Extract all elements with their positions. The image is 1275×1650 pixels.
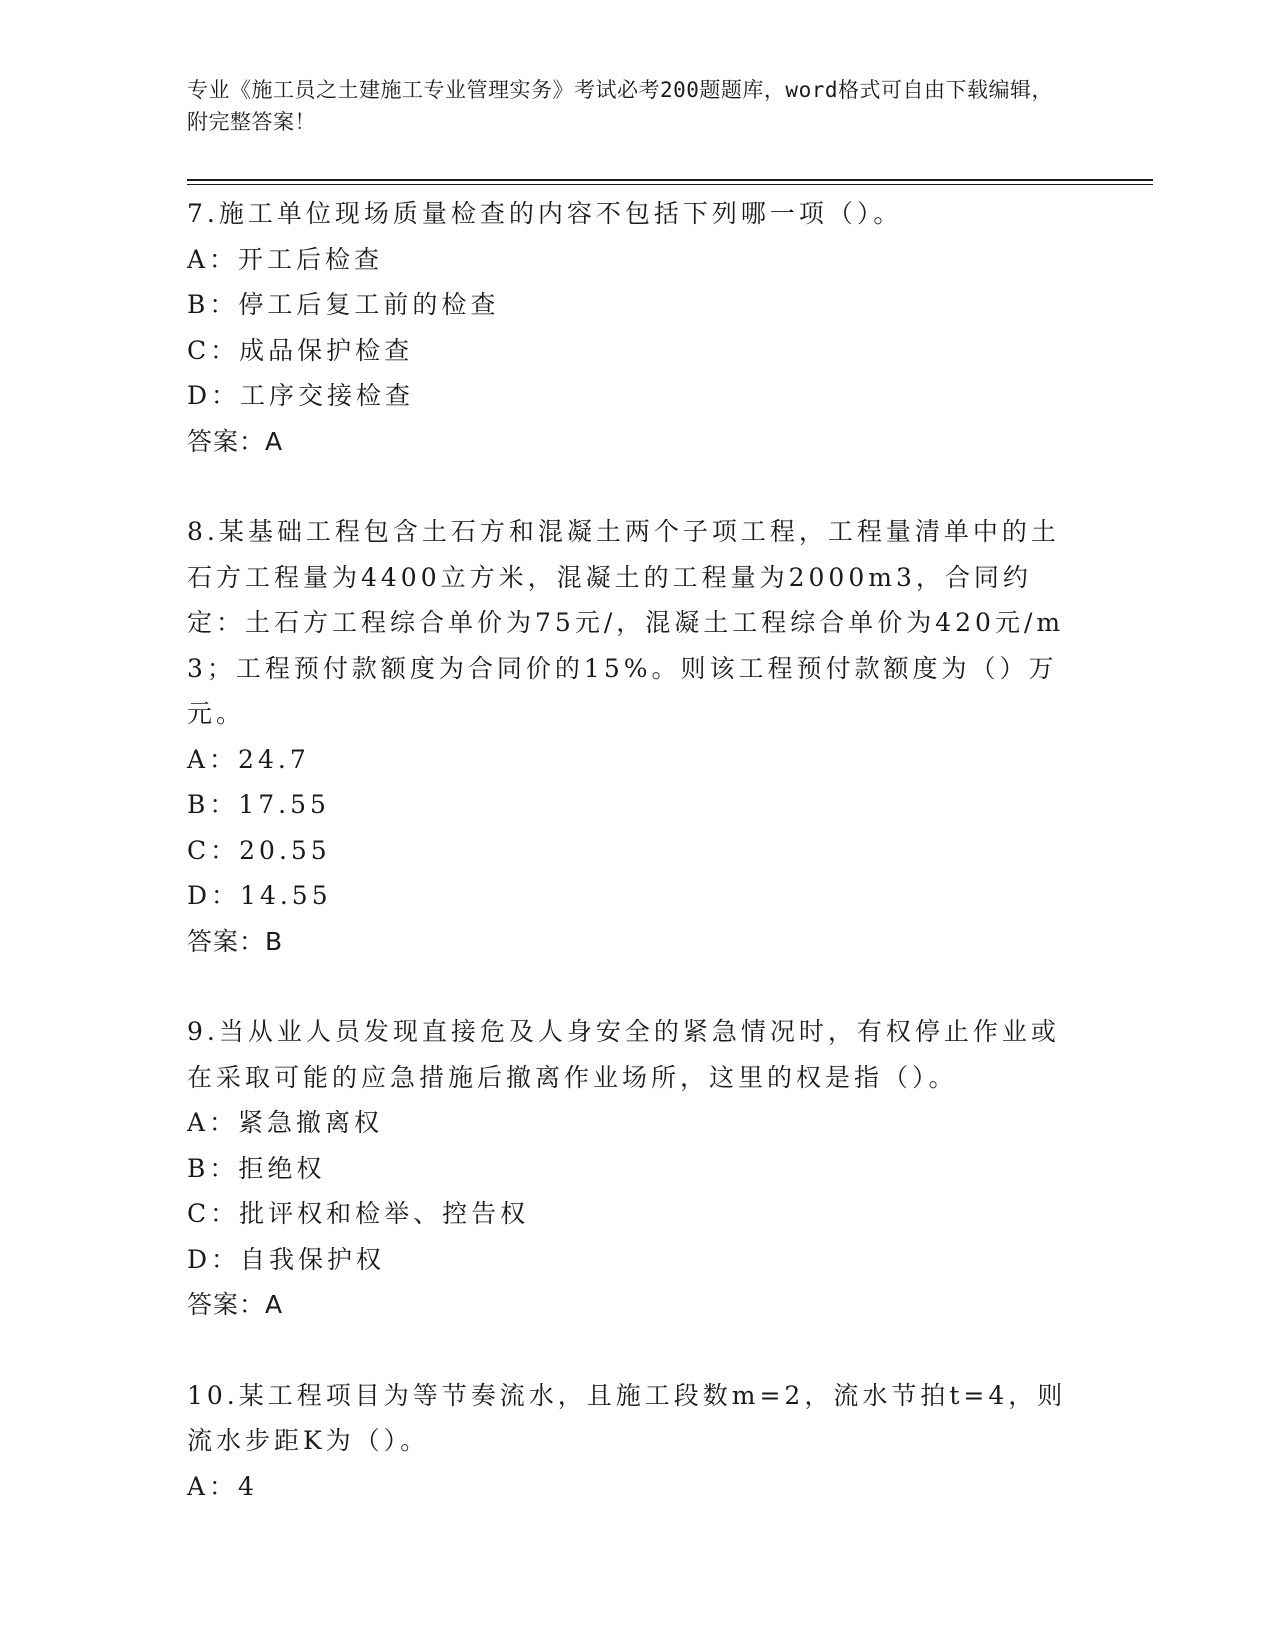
option-a: A：4: [187, 1471, 258, 1501]
option-b: B：停工后复工前的检查: [187, 290, 500, 319]
option-a: A：紧急撤离权: [187, 1108, 384, 1137]
option-d: D：工序交接检查: [187, 381, 415, 410]
option-b: B：17.55: [187, 790, 330, 819]
answer: 答案：A: [187, 426, 284, 456]
question-10: [187, 1373, 1087, 1510]
option-c: C：20.55: [187, 835, 331, 865]
question-8: [187, 509, 1087, 964]
question-7: [187, 191, 1087, 464]
option-d: D：14.55: [187, 881, 332, 910]
option-d: D：自我保护权: [187, 1244, 386, 1274]
option-a: A：开工后检查: [187, 244, 384, 274]
answer: 答案：B: [187, 926, 284, 956]
option-c: C：批评权和检举、控告权: [187, 1199, 530, 1228]
question-stem: 10.某工程项目为等节奏流水，且施工段数m=2，流水节拍t=4，则流水步距K为（）。: [187, 1380, 1067, 1455]
header-rule-thick: [187, 179, 1153, 181]
question-list: [187, 191, 1087, 1509]
question-stem: 7.施工单位现场质量检查的内容不包括下列哪一项（）。: [187, 199, 903, 228]
answer: 答案：A: [187, 1290, 284, 1319]
option-b: B：拒绝权: [187, 1153, 326, 1183]
option-c: C：成品保护检查: [187, 335, 414, 365]
question-9: [187, 1009, 1087, 1328]
header-rule-thin: [187, 184, 1153, 185]
question-stem: 8.某基础工程包含土石方和混凝土两个子项工程，工程量清单中的土石方工程量为4400立方米，混凝土的工程量为2000m3，合同约定：土石方工程综合单价为75元/，混凝土工程综合单价为420元/m3；工程预付款额度为合同价的15%。则该工程预付款额度为（）万元。: [187, 517, 1065, 728]
question-stem: 9.当从业人员发现直接危及人身安全的紧急情况时，有权停止作业或在采取可能的应急措施后撤离作业场所，这里的权是指（）。: [187, 1017, 1060, 1092]
document-header: 专业《施工员之土建施工专业管理实务》考试必考200题题库，word格式可自由下载编辑，附完整答案！: [187, 78, 1053, 134]
option-a: A：24.7: [187, 744, 310, 774]
